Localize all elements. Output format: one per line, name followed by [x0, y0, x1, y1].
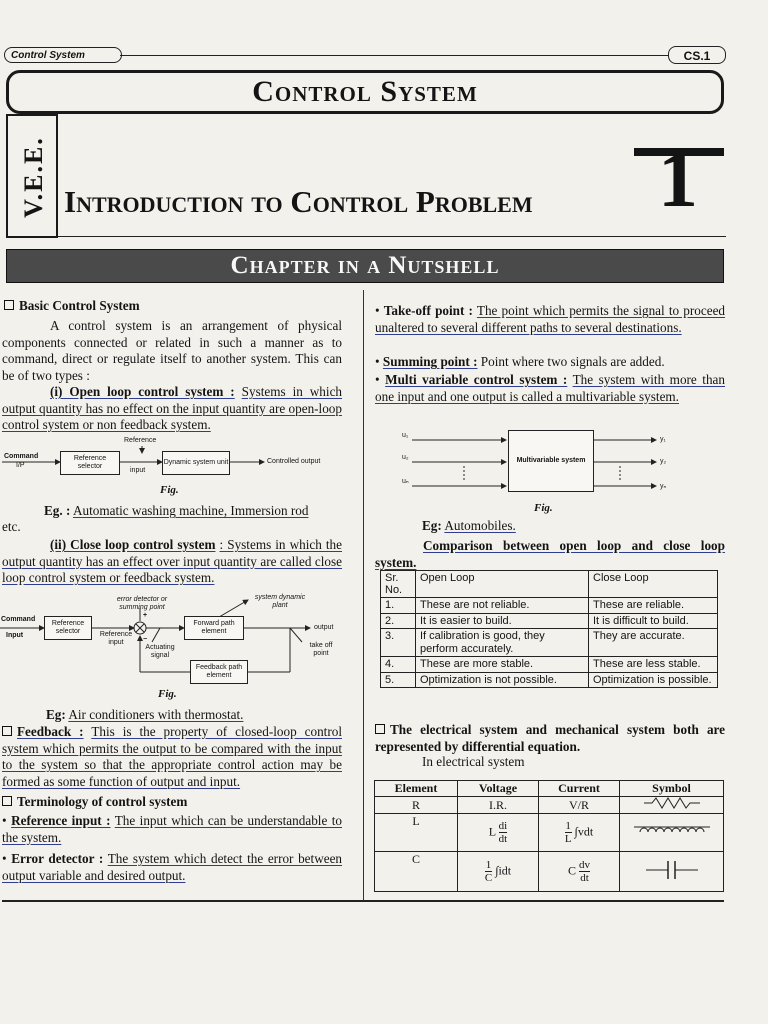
- section-banner: Chapter in a Nutshell: [6, 249, 724, 283]
- fig1-ip-label: I/P: [16, 462, 25, 469]
- fig1-caption: Fig.: [160, 484, 179, 496]
- fig2-command-label: Command: [1, 616, 36, 623]
- reference-input-item: • Reference input : The input which can be understandable to the system.: [2, 813, 342, 845]
- differential-equation-text: The electrical system and mechanical system both are represented by differential equation.: [375, 722, 725, 754]
- resistor-symbol-icon: [642, 797, 702, 809]
- eg1-continuation: etc.: [2, 519, 21, 534]
- fig1-input-label: input: [130, 467, 146, 474]
- table-row: [381, 629, 718, 657]
- col-header-element: Element: [375, 781, 458, 797]
- table-row-inductor: [375, 814, 724, 852]
- table-cell: They are accurate.: [589, 629, 718, 657]
- checkbox-bullet-icon: [2, 726, 12, 736]
- fig2-reference-input-label: Reference input: [99, 631, 133, 646]
- table-row-capacitor: [375, 852, 724, 892]
- table-cell: 2.: [381, 613, 416, 629]
- fig2-caption: Fig.: [158, 688, 177, 700]
- fig3-caption: Fig.: [534, 502, 553, 514]
- inductor-current-cell: $\frac{1}{L}$ ∫vdt: [539, 814, 620, 852]
- fig2-output-label: output: [314, 624, 334, 631]
- fig1-reference-label: Reference: [124, 437, 157, 444]
- eg2-line: Eg: Air conditioners with thermostat.: [46, 707, 244, 722]
- table-cell: These are more stable.: [416, 657, 589, 673]
- side-tab: [6, 114, 58, 238]
- basic-paragraph: A control system is an arrangement of physical components connected or related in such a manner as to command, direct or regulate itself to another system. This can be of two types :: [2, 318, 342, 383]
- table-cell: 4.: [381, 657, 416, 673]
- multivariable-diagram: [398, 426, 688, 516]
- table-cell: L: [375, 814, 458, 852]
- basic-heading: Basic Control System: [4, 298, 344, 315]
- table-row: [381, 672, 718, 688]
- capacitor-voltage-cell: $\frac{1}{C}$ ∫idt: [458, 852, 539, 892]
- checkbox-bullet-icon: [4, 300, 14, 310]
- table-cell: I.R.: [458, 797, 539, 814]
- running-head: Control System: [4, 47, 122, 63]
- bottom-rule: [2, 900, 724, 902]
- fig1-controlled-output-label: Controlled output: [267, 458, 321, 465]
- eg3-line: Eg: Automobiles.: [422, 518, 516, 533]
- table-cell: These are reliable.: [589, 598, 718, 614]
- capacitor-current-cell: C $\frac{dv}{dt}$: [539, 852, 620, 892]
- main-title: Control System: [6, 70, 724, 114]
- table-row-resistor: [375, 797, 724, 814]
- open-loop-diagram: [2, 436, 347, 500]
- fig3-un-label: uₙ: [402, 478, 409, 485]
- fig2-takeoff-label: take off point: [309, 642, 333, 657]
- table-cell: C: [375, 852, 458, 892]
- electrical-system-label: In electrical system: [422, 754, 525, 769]
- checkbox-bullet-icon: [375, 724, 385, 734]
- fig1-command-label: Command: [4, 453, 39, 460]
- side-tab-label: V.E.E.: [19, 136, 48, 218]
- inductor-symbol-icon: [632, 824, 712, 838]
- checkbox-bullet-icon: [2, 796, 12, 806]
- table-cell: These are not reliable.: [416, 598, 589, 614]
- table-cell: It is difficult to build.: [589, 613, 718, 629]
- fig2-plant-label: system dynamic plant: [254, 594, 306, 609]
- fig2-input-label: Input: [6, 632, 24, 639]
- comparison-heading: Comparison between open loop and close loop system.: [375, 538, 725, 570]
- table-row: [381, 657, 718, 673]
- table-row: [381, 613, 718, 629]
- col-header-close-loop: Close Loop: [589, 571, 718, 598]
- comparison-header-row: [381, 571, 718, 598]
- col-header-current: Current: [539, 781, 620, 797]
- column-divider: [363, 290, 364, 902]
- table-cell: Optimization is not possible.: [416, 672, 589, 688]
- col-header-open-loop: Open Loop: [416, 571, 589, 598]
- table-cell: It is easier to build.: [416, 613, 589, 629]
- resistor-symbol-cell: [620, 797, 724, 814]
- fig3-y2-label: y₂: [660, 458, 667, 465]
- multivariable-item: • Multi variable control system : The system with more than one input and one output is called a multivariable system.: [375, 372, 725, 404]
- table-cell: These are less stable.: [589, 657, 718, 673]
- capacitor-symbol-icon: [642, 859, 702, 881]
- close-loop-paragraph: (ii) Close loop control system : Systems in which the output quantity has an effect over input quantity are called close loop control system or feedback system.: [2, 537, 342, 585]
- fig2-feedback-block: Feedback path element: [190, 660, 248, 684]
- feedback-paragraph: Feedback : This is the property of closed-loop control system which permits the output to be compared with the input to the system so that the appropriate control action may be formed as some function of output and input.: [2, 724, 342, 789]
- fig2-minus-sign: −: [143, 636, 148, 643]
- error-detector-item: • Error detector : The system which detect the error between output variable and desired output.: [2, 851, 343, 883]
- comparison-table: [380, 570, 718, 688]
- col-header-voltage: Voltage: [458, 781, 539, 797]
- table-cell: Optimization is possible.: [589, 672, 718, 688]
- chapter-number: 1: [658, 136, 698, 224]
- title-rule: [58, 236, 726, 237]
- table-cell: R: [375, 797, 458, 814]
- fig2-error-detector-label: error detector or summing point: [116, 596, 168, 611]
- fig1-dynamic-unit-block: Dynamic system unit: [162, 451, 230, 475]
- inductor-symbol-cell: [620, 814, 724, 852]
- table-cell: 3.: [381, 629, 416, 657]
- summing-item: • Summing point : Point where two signals are added.: [375, 354, 665, 369]
- open-loop-paragraph: (i) Open loop control system : Systems in which output quantity has no effect on the input quantity are open-loop control system or non feedback system.: [2, 384, 343, 432]
- table-cell: 1.: [381, 598, 416, 614]
- takeoff-item: • Take-off point : The point which permits the signal to proceed unaltered to several different paths to several destinations.: [375, 303, 726, 335]
- fig2-actuating-label: Actuating signal: [145, 644, 175, 659]
- col-header-sr: Sr. No.: [381, 571, 416, 598]
- fig2-reference-selector-block: Reference selector: [44, 616, 92, 640]
- inductor-voltage-cell: L $\frac{di}{dt}$: [458, 814, 539, 852]
- header-rule: [120, 55, 668, 56]
- close-loop-diagram: [0, 590, 350, 702]
- fig1-reference-selector-block: Reference selector: [60, 451, 120, 475]
- fig2-forward-path-block: Forward path element: [184, 616, 244, 640]
- element-header-row: [375, 781, 724, 797]
- element-table: [374, 780, 724, 892]
- page-number: CS.1: [668, 46, 726, 64]
- fig3-yn-label: yₙ: [660, 483, 667, 490]
- col-header-symbol: Symbol: [620, 781, 724, 797]
- table-cell: 5.: [381, 672, 416, 688]
- fig3-y1-label: y₁: [660, 436, 666, 443]
- fig3-u2-label: u₂: [402, 454, 409, 461]
- terminology-heading: Terminology of control system: [2, 794, 342, 811]
- fig3-u1-label: u₁: [402, 432, 409, 439]
- fig3-multivariable-block: Multivariable system: [508, 430, 594, 492]
- eg1-line: Eg. : Automatic washing machine, Immersion rod: [44, 503, 309, 518]
- table-cell: V/R: [539, 797, 620, 814]
- fig2-plus-sign: +: [143, 612, 148, 619]
- capacitor-symbol-cell: [620, 852, 724, 892]
- chapter-title: Introduction to Control Problem: [64, 184, 533, 219]
- table-row: [381, 598, 718, 614]
- table-cell: If calibration is good, they perform accurately.: [416, 629, 589, 657]
